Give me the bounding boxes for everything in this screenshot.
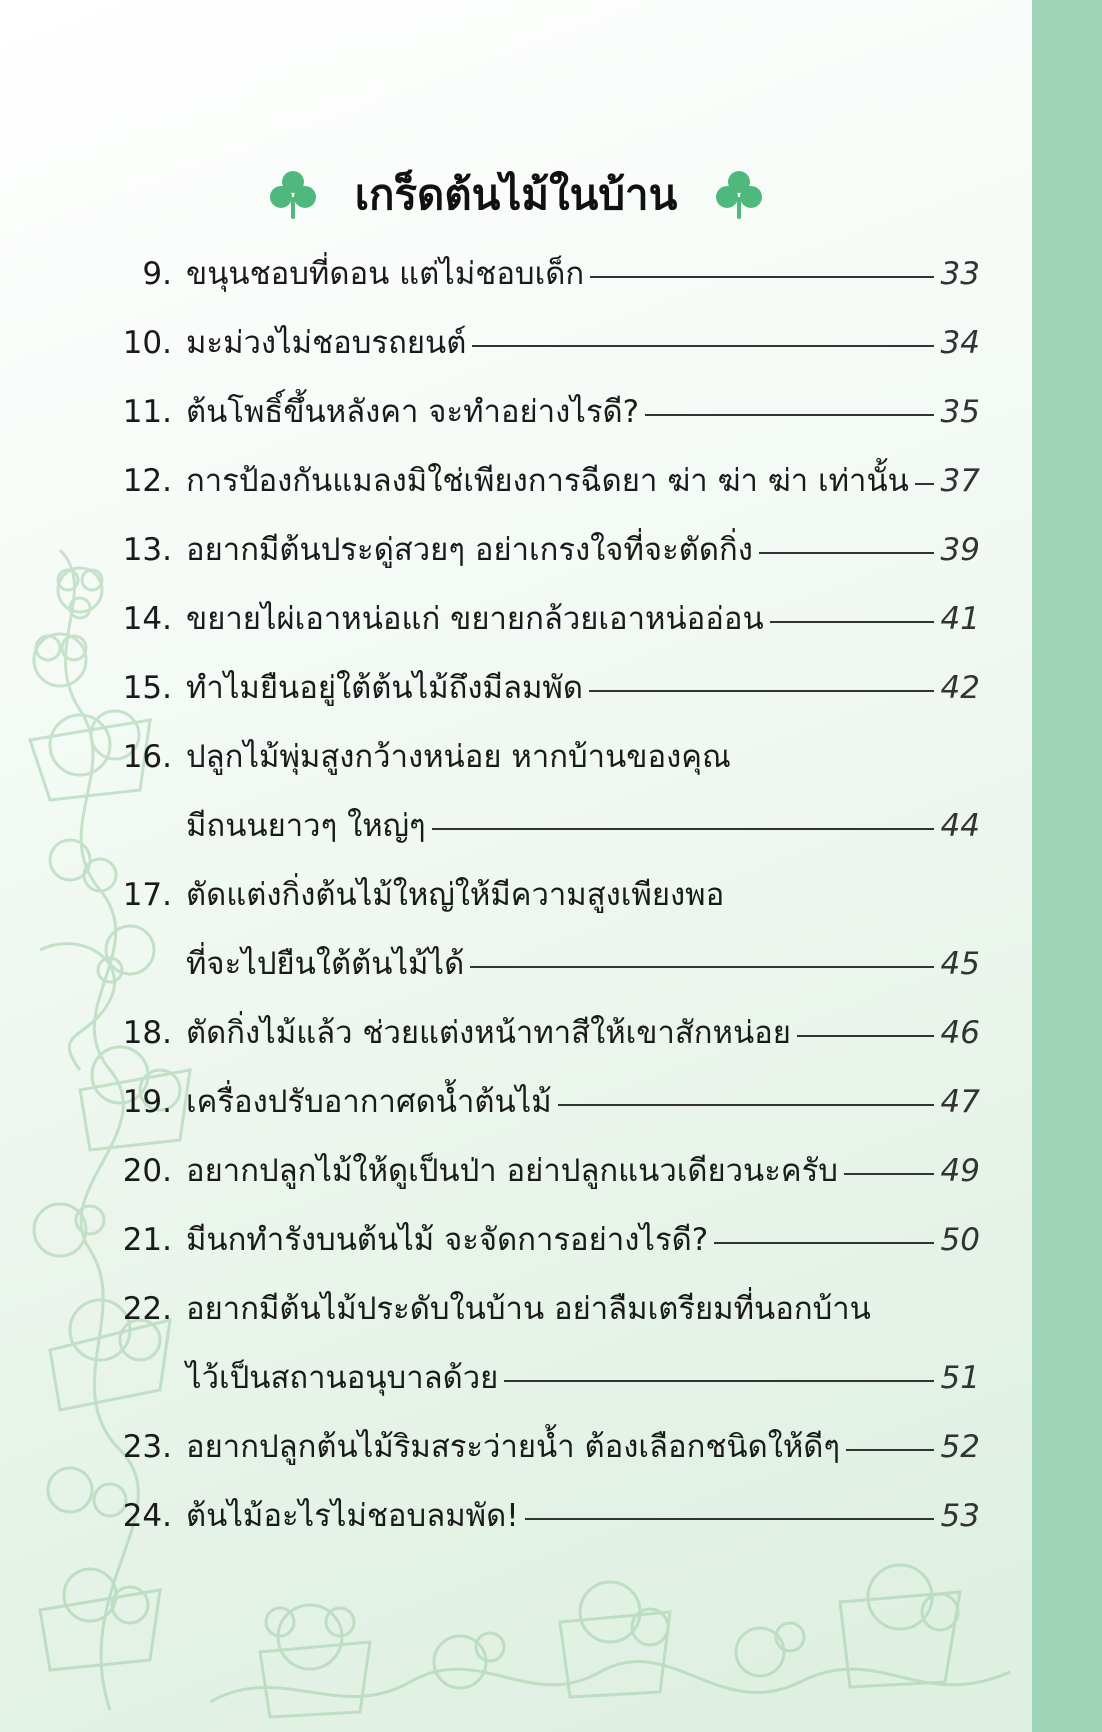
entry-number: 12.	[122, 463, 172, 499]
leader-line	[714, 1242, 934, 1244]
leader-line	[432, 828, 934, 830]
entry-number: 16.	[122, 739, 172, 775]
entry-page-number: 33	[940, 256, 980, 292]
entry-title: ทำไมยืนอยู่ใต้ต้นไม้ถึงมีลมพัด	[186, 670, 583, 706]
leader-line	[759, 552, 934, 554]
entry-number: 23.	[122, 1429, 172, 1465]
leader-line	[770, 621, 934, 623]
leader-line	[589, 690, 934, 692]
toc-entry[interactable]	[110, 1275, 980, 1413]
leader-line	[525, 1518, 934, 1520]
entry-title: การป้องกันแมลงมิใช่เพียงการฉีดยา ฆ่า ฆ่า ฆ่า เท่านั้น	[186, 463, 909, 499]
entry-page-number: 52	[940, 1429, 980, 1465]
entry-page-number: 51	[940, 1360, 980, 1396]
clover-icon	[713, 169, 765, 221]
toc-entry[interactable]	[110, 654, 980, 723]
entry-number: 9.	[142, 256, 172, 292]
toc-entry[interactable]	[110, 240, 980, 309]
entry-page-number: 37	[940, 463, 980, 499]
title-row	[0, 160, 1032, 230]
entry-number: 14.	[122, 601, 172, 637]
entry-number: 20.	[122, 1153, 172, 1189]
toc-entry[interactable]	[110, 1068, 980, 1137]
toc-entry[interactable]	[110, 1206, 980, 1275]
entry-page-number: 47	[940, 1084, 980, 1120]
entry-title: มีนกทำรังบนต้นไม้ จะจัดการอย่างไรดี?	[186, 1222, 709, 1258]
entry-number: 21.	[122, 1222, 172, 1258]
entry-number: 11.	[122, 394, 172, 430]
entry-page-number: 44	[940, 808, 980, 844]
entry-page-number: 35	[940, 394, 980, 430]
entry-title: ขยายไผ่เอาหน่อแก่ ขยายกล้วยเอาหน่ออ่อน	[186, 601, 764, 637]
entry-title-continued: มีถนนยาวๆ ใหญ่ๆ	[186, 808, 426, 844]
toc-entry[interactable]	[110, 723, 980, 861]
toc-entry[interactable]	[110, 378, 980, 447]
leader-line	[844, 1173, 934, 1175]
entry-title: ตัดแต่งกิ่งต้นไม้ใหญ่ให้มีความสูงเพียงพอ	[186, 877, 725, 913]
entry-title: มะม่วงไม่ชอบรถยนต์	[186, 325, 467, 361]
leader-line	[470, 966, 934, 968]
side-color-band	[1032, 0, 1102, 1732]
entry-title: ต้นไม้อะไรไม่ชอบลมพัด!	[186, 1498, 519, 1534]
entry-number: 18.	[122, 1015, 172, 1051]
entry-title: เครื่องปรับอากาศดน้ำต้นไม้	[186, 1084, 552, 1120]
page-title: เกร็ดต้นไม้ในบ้าน	[354, 170, 678, 219]
toc-entry[interactable]	[110, 309, 980, 378]
entry-page-number: 49	[940, 1153, 980, 1189]
entry-page-number: 50	[940, 1222, 980, 1258]
entry-page-number: 46	[940, 1015, 980, 1051]
toc-entry[interactable]	[110, 861, 980, 999]
toc-entry[interactable]	[110, 1413, 980, 1482]
entry-number: 19.	[122, 1084, 172, 1120]
entry-page-number: 39	[940, 532, 980, 568]
leader-line	[558, 1104, 934, 1106]
toc-entry[interactable]	[110, 1137, 980, 1206]
leader-line	[645, 414, 934, 416]
floral-decoration-bottom	[200, 1542, 1020, 1732]
entry-page-number: 41	[940, 601, 980, 637]
entry-title: อยากมีต้นไม้ประดับในบ้าน อย่าลืมเตรียมที่นอกบ้าน	[186, 1291, 871, 1327]
leader-line	[504, 1380, 934, 1382]
leader-line	[797, 1035, 934, 1037]
entry-number: 15.	[122, 670, 172, 706]
entry-title: ปลูกไม้พุ่มสูงกว้างหน่อย หากบ้านของคุณ	[186, 739, 731, 775]
leader-line	[915, 483, 934, 485]
entry-page-number: 45	[940, 946, 980, 982]
leader-line	[590, 276, 934, 278]
toc-entry[interactable]	[110, 1482, 980, 1551]
entry-title: อยากมีต้นประดู่สวยๆ อย่าเกรงใจที่จะตัดกิ่ง	[186, 532, 753, 568]
entry-page-number: 42	[940, 670, 980, 706]
clover-icon	[267, 169, 319, 221]
entry-page-number: 34	[940, 325, 980, 361]
leader-line	[846, 1449, 934, 1451]
entry-title: ขนุนชอบที่ดอน แต่ไม่ชอบเด็ก	[186, 256, 585, 292]
entry-page-number: 53	[940, 1498, 980, 1534]
entry-number: 10.	[122, 325, 172, 361]
toc-entry[interactable]	[110, 585, 980, 654]
entry-title: อยากปลูกต้นไม้ริมสระว่ายน้ำ ต้องเลือกชนิดให้ดีๆ	[186, 1429, 841, 1465]
entry-title: ต้นโพธิ์ขึ้นหลังคา จะทำอย่างไรดี?	[186, 394, 640, 430]
entry-number: 13.	[122, 532, 172, 568]
entry-title-continued: ไว้เป็นสถานอนุบาลด้วย	[186, 1360, 499, 1396]
entry-title: อยากปลูกไม้ให้ดูเป็นป่า อย่าปลูกแนวเดียวนะครับ	[186, 1153, 838, 1189]
toc-entry[interactable]	[110, 999, 980, 1068]
toc-entry[interactable]	[110, 516, 980, 585]
entry-number: 24.	[122, 1498, 172, 1534]
entry-title-continued: ที่จะไปยืนใต้ต้นไม้ได้	[186, 946, 465, 982]
entry-number: 17.	[122, 877, 172, 913]
table-of-contents	[110, 240, 980, 1551]
entry-number: 22.	[122, 1291, 172, 1327]
entry-title: ตัดกิ่งไม้แล้ว ช่วยแต่งหน้าทาสีให้เขาสักหน่อย	[186, 1015, 791, 1051]
leader-line	[472, 345, 934, 347]
toc-entry[interactable]	[110, 447, 980, 516]
